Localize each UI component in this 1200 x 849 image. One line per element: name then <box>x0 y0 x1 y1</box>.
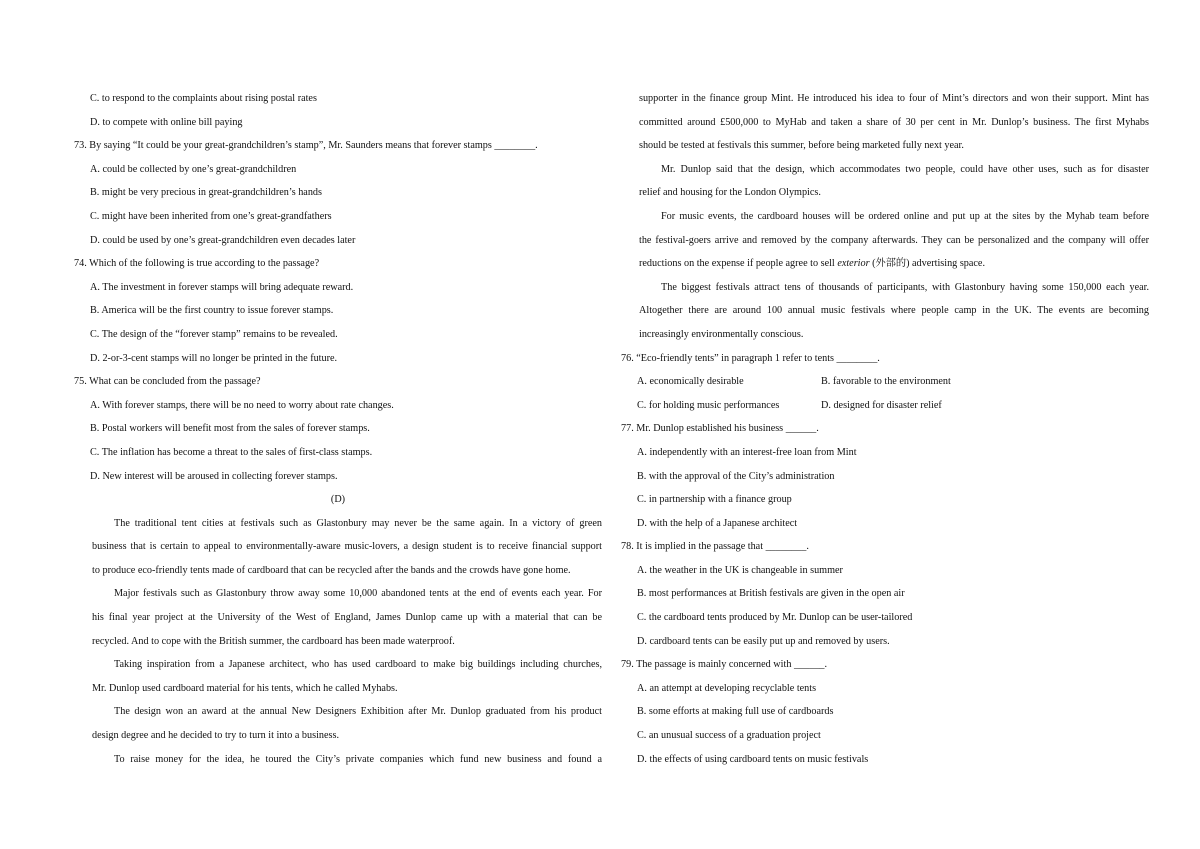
q79-option-a: A. an attempt at developing recyclable tents <box>637 682 817 694</box>
passage-line: committed around £500,000 to MyHab and taken a share of 30 per cent in Mr. Dunlop’s business. The first Myhabs <box>639 116 1149 128</box>
q76-stem: 76. “Eco-friendly tents” in paragraph 1 refer to tents ________. <box>621 352 880 364</box>
q75-stem: 75. What can be concluded from the passage? <box>74 376 261 388</box>
q78-option-c: C. the cardboard tents produced by Mr. Dunlop can be user-tailored <box>637 612 913 624</box>
passage-line: his final year project at the University of the West of England, James Dunlop came up with a material that can be <box>92 612 602 624</box>
q74-option-b: B. America will be the first country to issue forever stamps. <box>90 305 334 317</box>
q77-option-c: C. in partnership with a finance group <box>637 494 792 506</box>
q72-option-c: C. to respond to the complaints about rising postal rates <box>90 93 317 104</box>
passage-line: should be tested at festivals this summer, before being marketed fully next year. <box>639 140 964 152</box>
q79-option-c: C. an unusual success of a graduation project <box>637 730 821 742</box>
q74-option-d: D. 2-or-3-cent stamps will no longer be printed in the future. <box>90 352 338 364</box>
passage-line: Mr. Dunlop said that the design, which accommodates two people, could have other uses, such as for disaster <box>661 163 1149 175</box>
q78-stem: 78. It is implied in the passage that ________. <box>621 541 809 553</box>
q75-option-c: C. The inflation has become a threat to the sales of first-class stamps. <box>90 446 373 458</box>
q76-option-a: A. economically desirable <box>637 376 744 388</box>
q78-option-d: D. cardboard tents can be easily put up and removed by users. <box>637 635 890 647</box>
passage-line: recycled. And to cope with the British summer, the cardboard has been made waterproof. <box>92 635 455 647</box>
q73-option-c: C. might have been inherited from one’s great-grandfathers <box>90 210 332 222</box>
q74-option-c: C. The design of the “forever stamp” remains to be revealed. <box>90 328 338 340</box>
q77-option-a: A. independently with an interest-free loan from Mint <box>637 446 857 458</box>
q76-option-d: D. designed for disaster relief <box>821 399 942 411</box>
section-label: (D) <box>330 494 346 506</box>
passage-line: The traditional tent cities at festivals such as Glastonbury may never be the same again. In a victory of green <box>114 517 602 529</box>
passage-line: The design won an award at the annual New Designers Exhibition after Mr. Dunlop graduated from his product <box>114 706 602 718</box>
q79-option-d: D. the effects of using cardboard tents on music festivals <box>637 753 869 765</box>
q74-option-a: A. The investment in forever stamps will bring adequate reward. <box>90 281 354 293</box>
q74-stem: 74. Which of the following is true according to the passage? <box>74 258 320 270</box>
q77-option-b: B. with the approval of the City’s administration <box>637 470 835 482</box>
passage-line: For music events, the cardboard houses will be ordered online and put up at the sites by the Myhab team before <box>661 210 1149 222</box>
passage-line: increasingly environmentally conscious. <box>639 328 804 340</box>
q73-option-d: D. could be used by one’s great-grandchildren even decades later <box>90 234 356 246</box>
italic-word: exterior <box>837 258 870 270</box>
q75-option-d: D. New interest will be aroused in collecting forever stamps. <box>90 470 338 482</box>
passage-line: Altogether there are around 100 annual music festivals where people camp in the UK. The events are becoming <box>639 305 1149 317</box>
passage-line: The biggest festivals attract tens of thousands of participants, with Glastonbury having some 150,000 each year. <box>661 281 1149 293</box>
q78-option-a: A. the weather in the UK is changeable in summer <box>637 564 843 576</box>
left-column <box>74 87 602 771</box>
q76-options-row <box>621 394 1149 418</box>
q78-option-b: B. most performances at British festivals are given in the open air <box>637 588 905 600</box>
passage-line-mixed <box>621 252 1149 276</box>
passage-line: Mr. Dunlop used cardboard material for his tents, which he called Myhabs. <box>92 682 398 694</box>
q77-option-d: D. with the help of a Japanese architect <box>637 517 798 529</box>
passage-line: Major festivals such as Glastonbury throw away some 10,000 abandoned tents at the end of events each year. For <box>114 588 602 600</box>
q79-option-b: B. some efforts at making full use of cardboards <box>637 706 834 718</box>
q75-option-a: A. With forever stamps, there will be no need to worry about rate changes. <box>90 399 394 411</box>
passage-line: business that is certain to appeal to environmentally-aware music-lovers, a design student is to receive financial support <box>92 541 602 553</box>
q77-stem: 77. Mr. Dunlop established his business ______. <box>621 423 819 435</box>
q72-option-d: D. to compete with online bill paying <box>90 116 243 128</box>
q73-option-a: A. could be collected by one’s great-grandchildren <box>90 163 297 175</box>
passage-text: reductions on the expense if people agree to sell <box>639 258 838 270</box>
q73-option-b: B. might be very precious in great-grandchildren’s hands <box>90 187 322 199</box>
q76-options-row <box>621 370 1149 394</box>
q75-option-b: B. Postal workers will benefit most from the sales of forever stamps. <box>90 423 370 435</box>
passage-line: to produce eco-friendly tents made of cardboard that can be recycled after the bands and the crowds have gone home. <box>92 564 571 576</box>
q79-stem: 79. The passage is mainly concerned with ______. <box>621 659 828 671</box>
passage-line: relief and housing for the London Olympics. <box>639 187 821 199</box>
passage-line: Taking inspiration from a Japanese architect, who has used cardboard to make big buildings including churches, <box>114 659 602 671</box>
passage-line: To raise money for the idea, he toured the City’s private companies which fund new business and found a <box>114 753 602 765</box>
q73-stem: 73. By saying “It could be your great-grandchildren’s stamp”, Mr. Saunders means that forever stamps ________. <box>74 140 538 152</box>
passage-line: the festival-goers arrive and removed by the company afterwards. They can be personalized and the company will offer <box>639 234 1149 246</box>
passage-line: supporter in the finance group Mint. He introduced his idea to four of Mint’s directors and won their support. Mint has <box>639 93 1149 104</box>
passage-line: design degree and he decided to try to turn it into a business. <box>92 730 339 742</box>
passage-text: (外部的) advertising space. <box>869 258 985 270</box>
right-column <box>621 87 1149 771</box>
q76-option-b: B. favorable to the environment <box>821 376 951 388</box>
q76-option-c: C. for holding music performances <box>637 399 780 411</box>
